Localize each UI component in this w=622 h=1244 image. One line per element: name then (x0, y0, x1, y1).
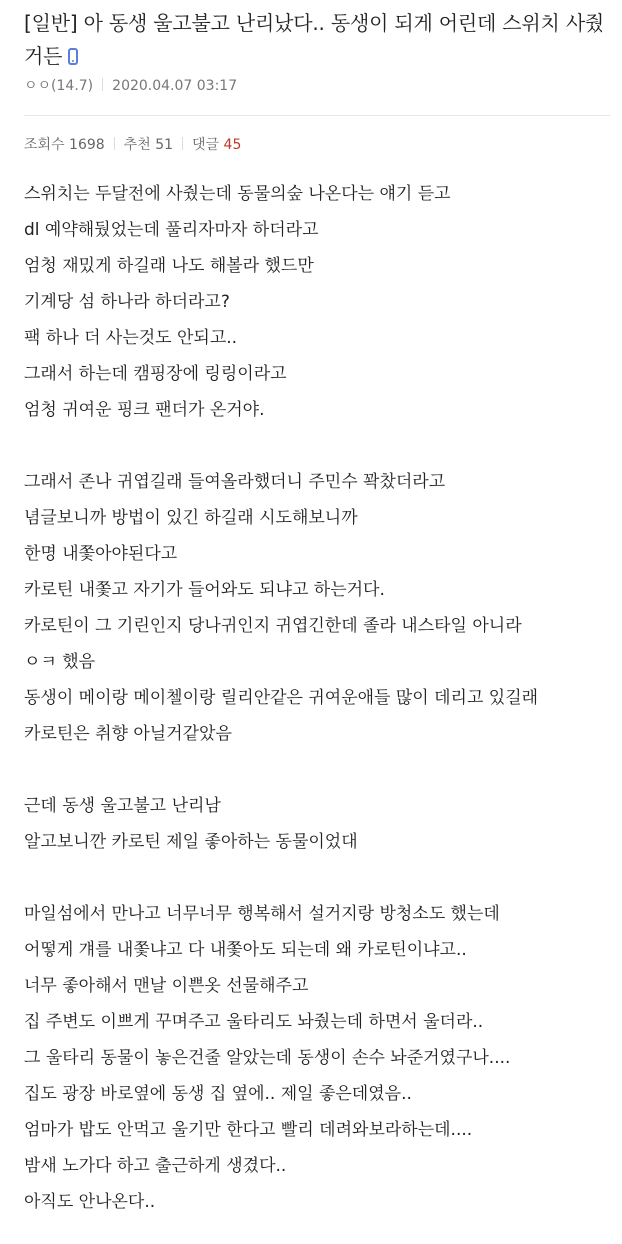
post-title-text: [일반] 아 동생 울고불고 난리났다.. 동생이 되게 어린데 스위치 사줬거든 (24, 11, 605, 68)
body-line: 알고보니깐 카로틴 제일 좋아하는 동물이었대 (24, 832, 358, 852)
paragraph (24, 176, 614, 428)
recommend-count: 51 (155, 137, 174, 153)
post-body (24, 176, 614, 1220)
recommend-label: 추천 (123, 137, 151, 153)
body-line: 밤새 노가다 하고 출근하게 생겼다.. (24, 1156, 287, 1176)
body-line: 엄마가 밥도 안먹고 울기만 한다고 빨리 데려와보라하는데.... (24, 1120, 473, 1140)
body-line: ㅇㅋ 했음 (24, 652, 96, 672)
body-line: 팩 하나 더 사는것도 안되고.. (24, 328, 238, 348)
paragraph (24, 788, 614, 860)
body-line: 근데 동생 울고불고 난리남 (24, 796, 221, 816)
paragraph (24, 464, 614, 752)
post-stats (24, 134, 241, 156)
mobile-phone-icon (68, 48, 78, 65)
body-line: 엄청 재밌게 하길래 나도 해볼라 했드만 (24, 256, 314, 276)
post-datetime: 2020.04.07 03:17 (112, 78, 238, 94)
body-line: 너무 좋아해서 맨날 이쁜옷 선물해주고 (24, 976, 309, 996)
views-label: 조회수 (24, 137, 65, 153)
body-line: 카로틴은 취향 아닐거같았음 (24, 724, 232, 744)
body-line: 아직도 안나온다.. (24, 1192, 156, 1212)
body-line: 엄청 귀여운 핑크 팬더가 온거야. (24, 400, 265, 420)
body-line: 그 울타리 동물이 놓은건줄 알았는데 동생이 손수 놔준거였구나.... (24, 1048, 511, 1068)
body-line: dl 예약해뒀었는데 풀리자마자 하더라고 (24, 220, 319, 240)
body-line: 그래서 존나 귀엽길래 들여올라했더니 주민수 꽉찼더라고 (24, 472, 446, 492)
body-line: 집도 광장 바로옆에 동생 집 옆에.. 제일 좋은데였음.. (24, 1084, 412, 1104)
body-line: 마일섬에서 만나고 너무너무 행복해서 설거지랑 방청소도 했는데 (24, 904, 500, 924)
body-line: 카로틴이 그 기린인지 당나귀인지 귀엽긴한데 졸라 내스타일 아니라 (24, 616, 522, 636)
post-header (0, 0, 622, 108)
stats-divider (182, 137, 183, 150)
paragraph (24, 896, 614, 1220)
body-line: 스위치는 두달전에 사줬는데 동물의숲 나온다는 얘기 듣고 (24, 184, 451, 204)
post-title (24, 7, 609, 73)
header-divider (24, 115, 610, 116)
meta-divider (102, 78, 103, 91)
paragraph-gap (24, 752, 614, 788)
paragraph-gap (24, 860, 614, 896)
comments-count[interactable]: 45 (223, 137, 242, 153)
body-line: 동생이 메이랑 메이첼이랑 릴리안같은 귀여운애들 많이 데리고 있길래 (24, 688, 539, 708)
body-line: 기계당 섬 하나라 하더라고? (24, 292, 230, 312)
body-line: 카로틴 내쫓고 자기가 들어와도 되냐고 하는거다. (24, 580, 385, 600)
body-line: 한명 내쫓아야된다고 (24, 544, 178, 564)
author-name[interactable]: ㅇㅇ(14.7) (24, 78, 94, 94)
body-line: 념글보니까 방법이 있긴 하길래 시도해보니까 (24, 508, 358, 528)
comments-label[interactable]: 댓글 (192, 137, 220, 153)
post-meta (24, 76, 237, 96)
views-count: 1698 (69, 137, 105, 153)
paragraph-gap (24, 428, 614, 464)
stats-divider (114, 137, 115, 150)
body-line: 어떻게 걔를 내쫓냐고 다 내쫓아도 되는데 왜 카로틴이냐고.. (24, 940, 467, 960)
body-line: 그래서 하는데 캠핑장에 링링이라고 (24, 364, 287, 384)
body-line: 집 주변도 이쁘게 꾸며주고 울타리도 놔줬는데 하면서 울더라.. (24, 1012, 484, 1032)
